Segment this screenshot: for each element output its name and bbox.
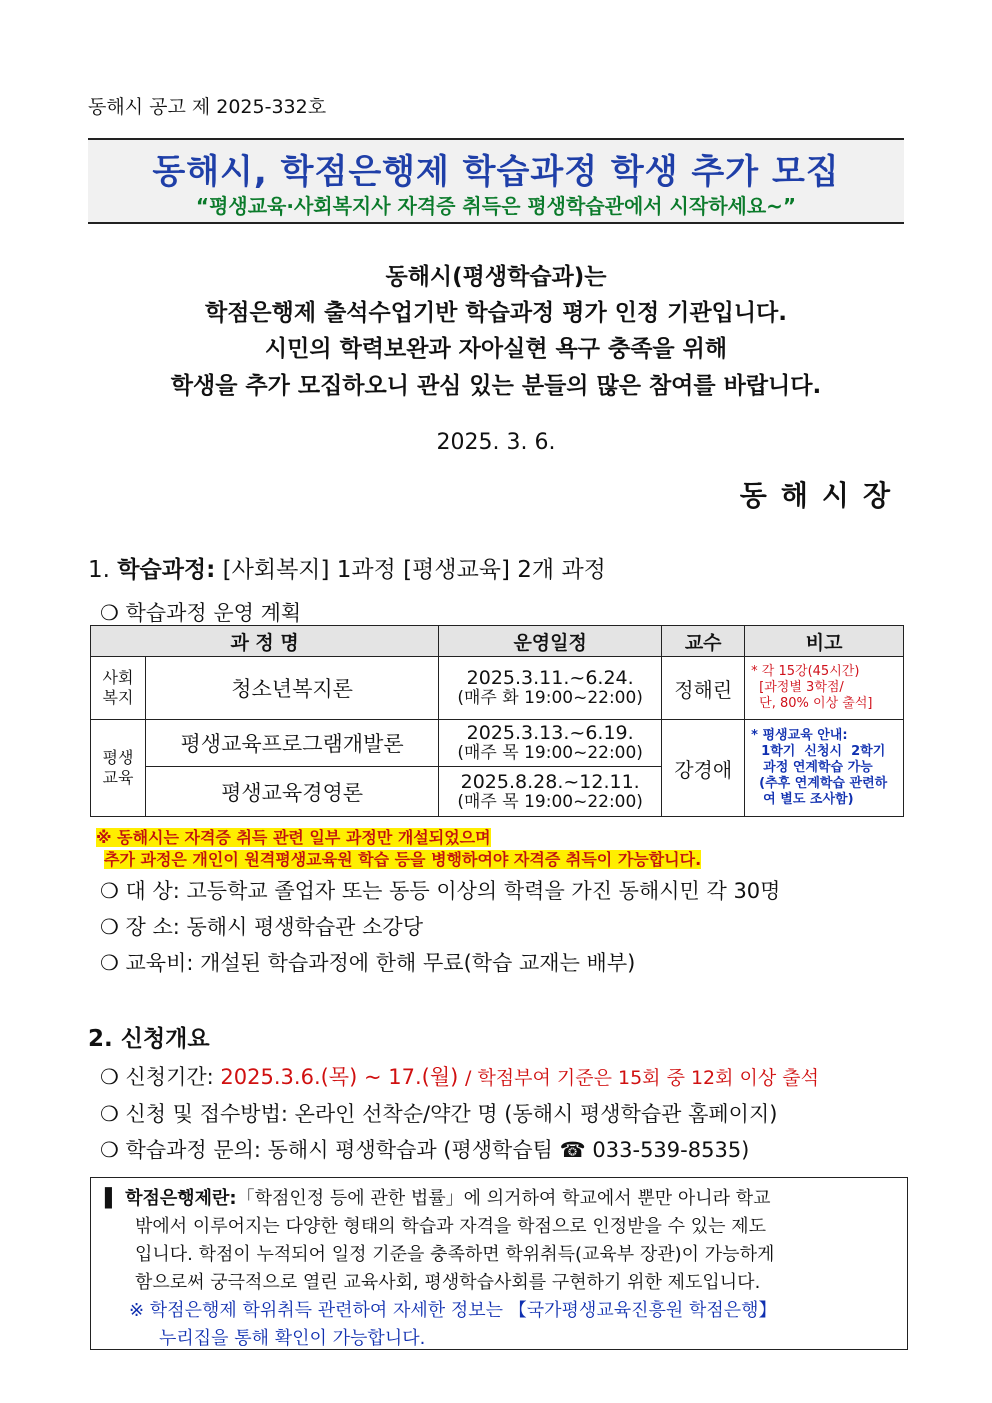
remark-line: 1학기 신청시 2학기 <box>761 744 886 759</box>
col-professor: 교수 <box>662 626 745 657</box>
section1-number: 1. <box>88 557 110 583</box>
title-box <box>88 138 904 224</box>
table-row <box>91 657 904 720</box>
category-social-welfare <box>91 657 146 720</box>
remark-line: * 각 15강(45시간) <box>751 664 860 679</box>
info-line: 함으로써 궁극적으로 열린 교육사회, 평생학습사회를 구현하기 위한 제도입니다. <box>135 1272 761 1293</box>
plan-label: ❍ 학습과정 운영 계획 <box>100 601 302 625</box>
warning-note <box>96 825 491 848</box>
notice-number: 동해시 공고 제 2025-332호 <box>88 96 327 118</box>
section2-heading: 2. 신청개요 <box>88 1026 210 1052</box>
info-term: ▌ 학점은행제란: <box>105 1188 237 1209</box>
info-text: 「학점인정 등에 관한 법률」에 의거하여 학교에서 뿐만 아니라 학교 <box>236 1188 771 1209</box>
warning-note <box>104 847 701 870</box>
course-plan-table <box>90 625 904 817</box>
info-note: ※ 학점은행제 학위취득 관련하여 자세한 정보는 【국가평생교육진흥원 학점은행】 <box>129 1300 777 1321</box>
inquiry-bullet: ❍ 학습과정 문의: 동해시 평생학습과 (평생학습팀 ☎ 033-539-8535) <box>100 1138 750 1162</box>
period-bullet <box>100 1061 819 1091</box>
col-remarks: 비고 <box>745 626 904 657</box>
info-line: 입니다. 학점이 누적되어 일정 기준을 충족하면 학위취득(교육부 장관)이 가능하게 <box>135 1244 775 1265</box>
section1-detail: [사회복지] 1과정 [평생교육] 2개 과정 <box>222 557 606 583</box>
credit-bank-info-box <box>90 1177 908 1350</box>
schedule-time: (매주 목 19:00~22:00) <box>457 743 643 763</box>
notice-date: 2025. 3. 6. <box>436 430 556 455</box>
info-line <box>105 1184 897 1210</box>
info-line: 밖에서 이루어지는 다양한 형태의 학습과 자격을 학점으로 인정받을 수 있는 제도 <box>135 1216 767 1237</box>
schedule-dates: 2025.8.28.~12.11. <box>460 770 640 793</box>
method-bullet: ❍ 신청 및 접수방법: 온라인 선착순/약간 명 (동해시 평생학습관 홈페이지) <box>100 1102 778 1126</box>
schedule <box>439 657 662 720</box>
remark-line: * 평생교육 안내: <box>751 728 848 743</box>
section1-heading <box>88 551 606 584</box>
period-note: / 학점부여 기준은 15회 중 12회 이상 출석 <box>465 1067 819 1089</box>
schedule <box>439 767 662 817</box>
intro-line: 학생을 추가 모집하오니 관심 있는 분들의 많은 참여를 바랍니다. <box>170 373 822 399</box>
warning-line: 추가 과정은 개인이 원격평생교육원 학습 등을 병행하여야 자격증 취득이 가능합니다. <box>104 850 702 869</box>
course-name: 평생교육프로그램개발론 <box>146 720 439 767</box>
schedule-time: (매주 화 19:00~22:00) <box>457 688 643 708</box>
schedule <box>439 720 662 767</box>
schedule-time: (매주 목 19:00~22:00) <box>457 791 643 812</box>
remark-line: (추후 연계학습 관련하 <box>759 776 888 791</box>
page-subtitle: “평생교육·사회복지사 자격증 취득은 평생학습관에서 시작하세요~” <box>195 194 797 218</box>
schedule-dates: 2025.3.11.~6.24. <box>466 667 634 689</box>
category-lifelong-education <box>91 720 146 817</box>
col-course: 과 정 명 <box>91 626 439 657</box>
location-bullet: ❍ 장 소: 동해시 평생학습관 소강당 <box>100 915 423 939</box>
remark-line: [과정별 3학점/ <box>759 680 844 695</box>
section1-title: 학습과정: <box>117 557 216 583</box>
category-label: 사회 복지 <box>102 668 134 707</box>
category-label: 평생 교육 <box>102 748 134 787</box>
table-row <box>91 720 904 767</box>
remark-line: 과정 연계학습 가능 <box>763 760 873 775</box>
course-name: 청소년복지론 <box>146 657 439 720</box>
issuer-mayor: 동해시장 <box>739 479 904 512</box>
intro-line: 시민의 학력보완과 자아실현 욕구 충족을 위해 <box>264 336 728 362</box>
target-bullet: ❍ 대 상: 고등학교 졸업자 또는 동등 이상의 학력을 가진 동해시민 각 30명 <box>100 879 781 903</box>
remark-line: 단, 80% 이상 출석] <box>759 696 873 711</box>
period-label: ❍ 신청기간: <box>100 1065 214 1089</box>
info-note: 누리집을 통해 확인이 가능합니다. <box>159 1328 426 1349</box>
schedule-dates: 2025.3.13.~6.19. <box>466 722 634 744</box>
course-name: 평생교육경영론 <box>146 767 439 817</box>
col-schedule: 운영일정 <box>439 626 662 657</box>
fee-bullet: ❍ 교육비: 개설된 학습과정에 한해 무료(학습 교재는 배부) <box>100 951 636 975</box>
period-value: 2025.3.6.(목) ~ 17.(월) <box>220 1065 459 1089</box>
table-header-row <box>91 626 904 657</box>
page-title: 동해시, 학점은행제 학습과정 학생 추가 모집 <box>152 152 840 192</box>
remarks-credit <box>745 657 904 720</box>
remarks-lifelong <box>745 720 904 817</box>
intro-line: 학점은행제 출석수업기반 학습과정 평가 인정 기관입니다. <box>204 300 787 326</box>
warning-line: ※ 동해시는 자격증 취득 관련 일부 과정만 개설되었으며 <box>96 828 491 847</box>
professor: 정해린 <box>662 657 745 720</box>
remark-line: 여 별도 조사함) <box>763 792 854 807</box>
professor: 강경애 <box>662 720 745 817</box>
intro-line: 동해시(평생학습과)는 <box>385 264 607 290</box>
